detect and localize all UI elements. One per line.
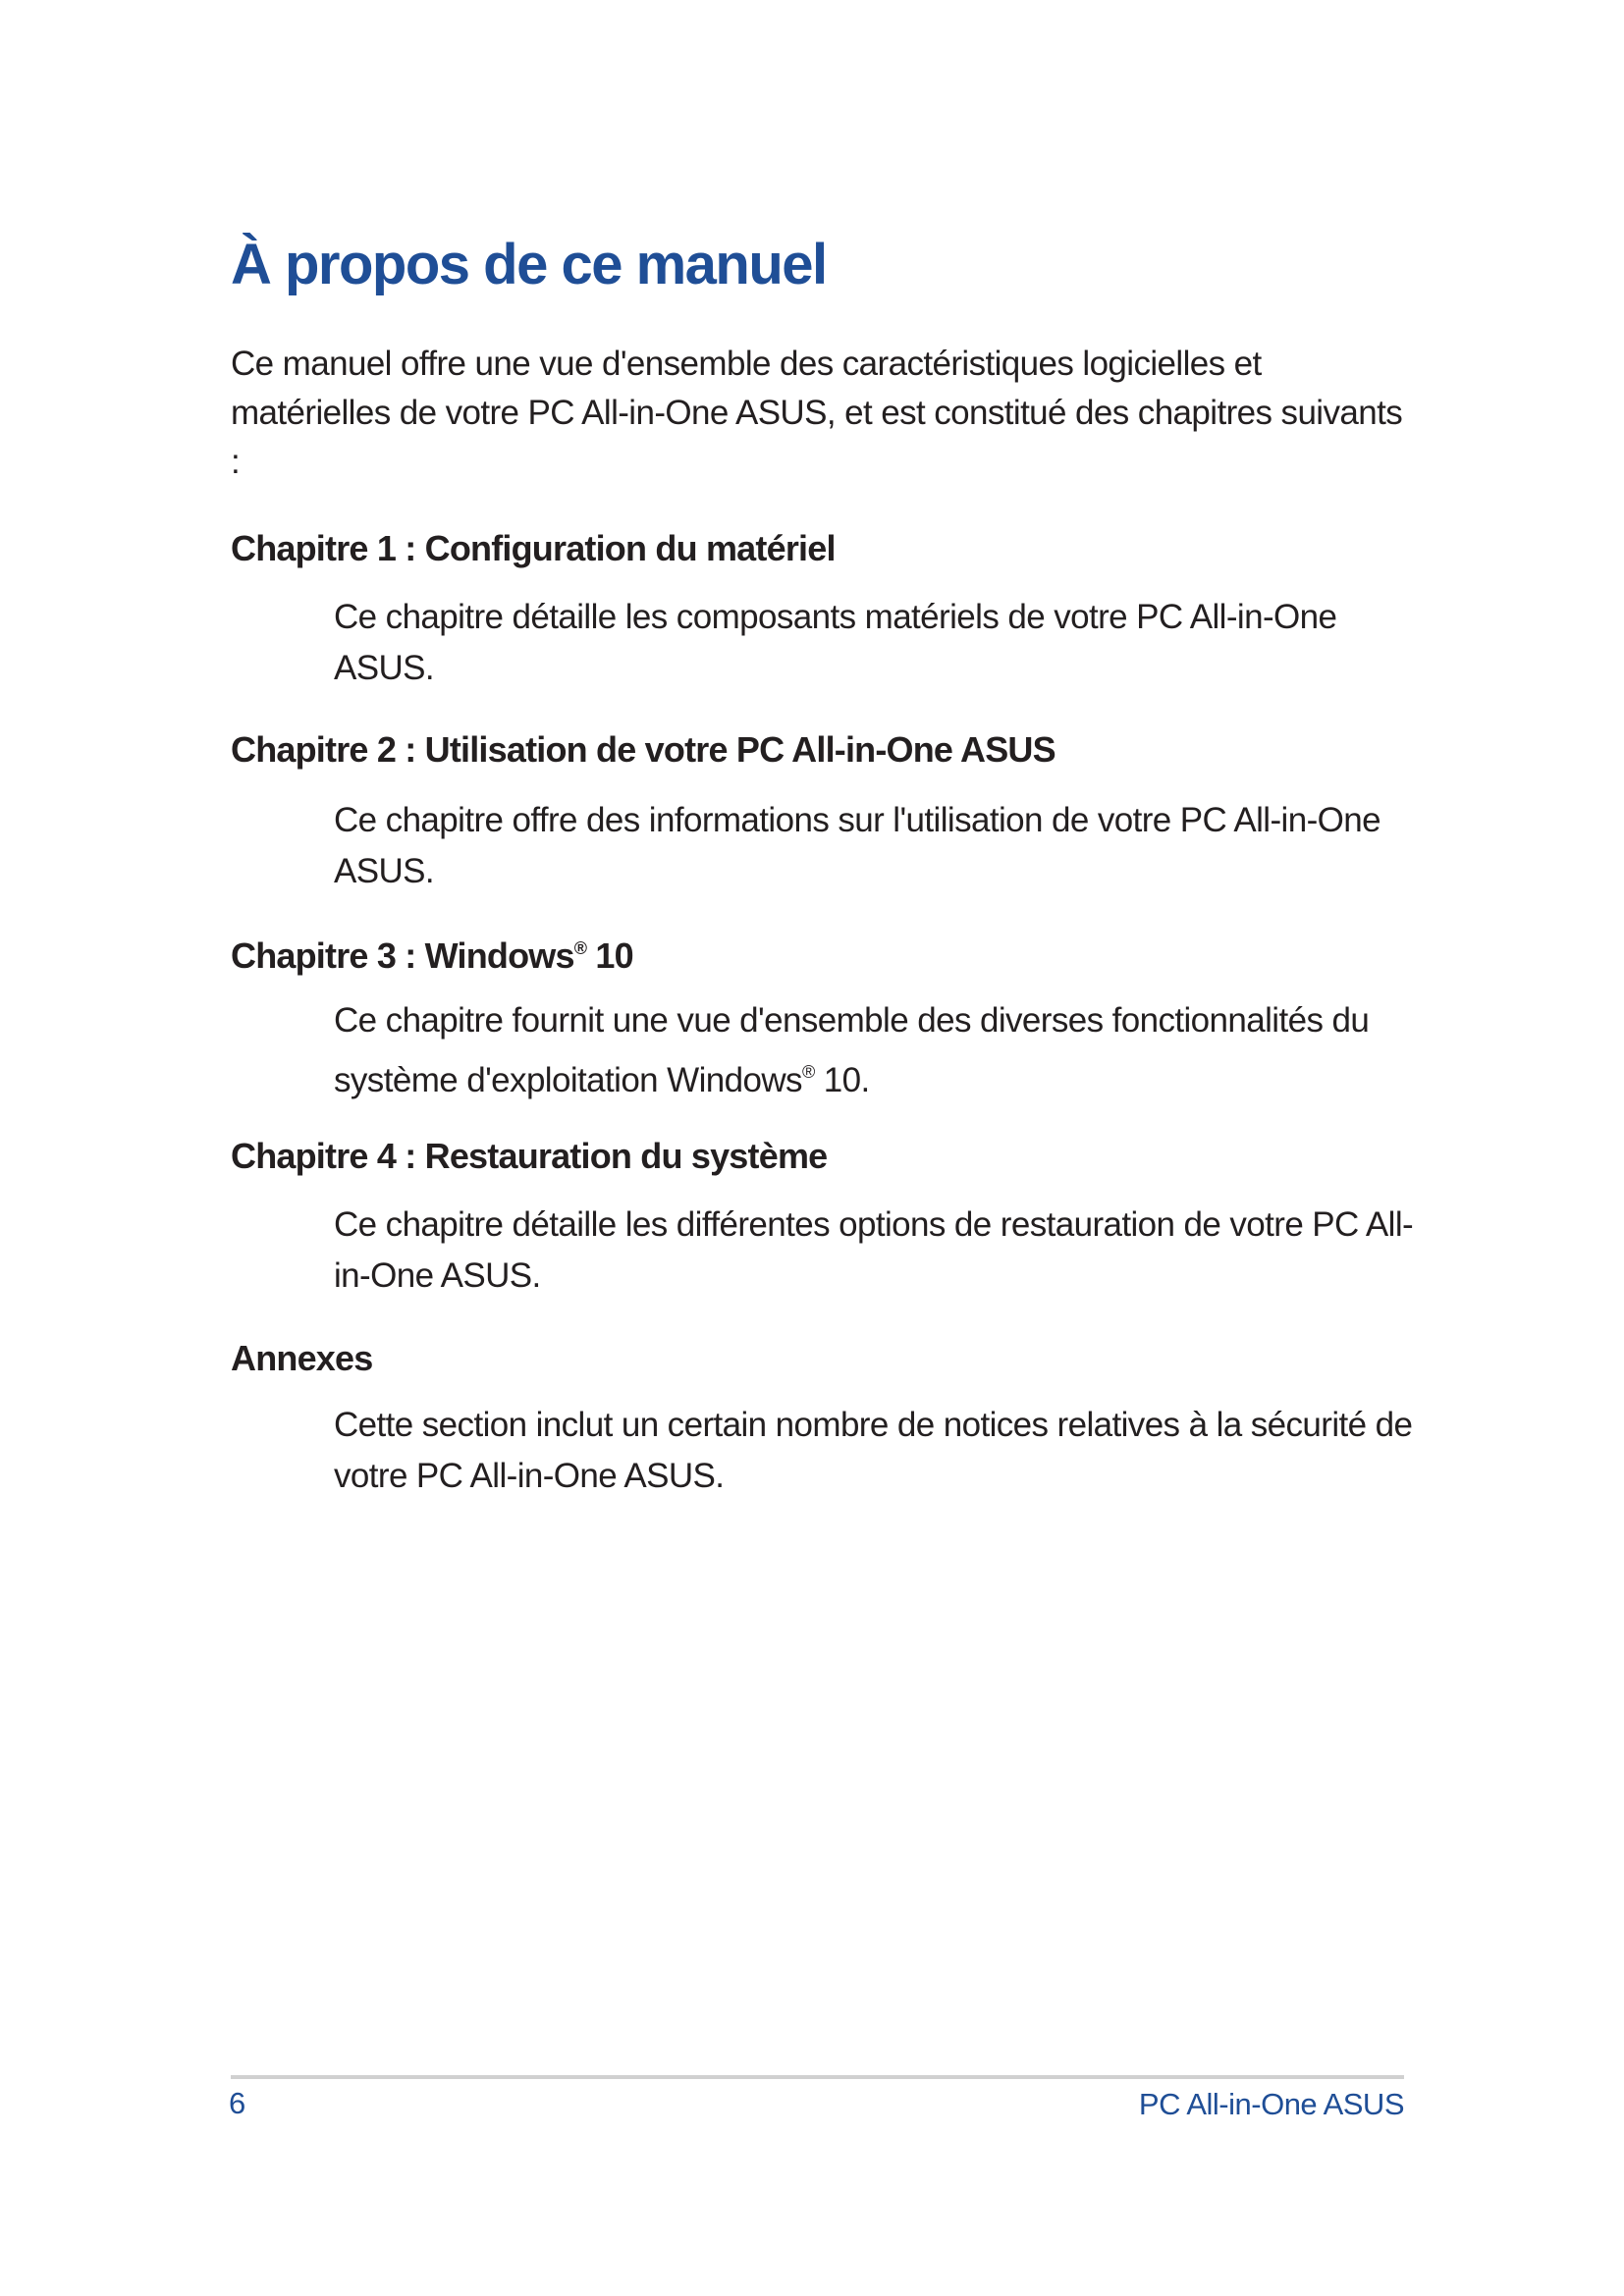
- registered-mark: ®: [573, 938, 587, 958]
- intro-paragraph: Ce manuel offre une vue d'ensemble des caractéristiques logicielles et matérielles de votre PC All-in-One ASUS, et est constitué des chapitres suivants :: [231, 345, 1403, 481]
- footer-divider: [231, 2075, 1404, 2079]
- chapter-3-heading-text: Chapitre 3 : Windows: [231, 935, 574, 976]
- chapter-3-description-version: 10.: [814, 1061, 870, 1099]
- registered-mark: ®: [801, 1062, 815, 1082]
- chapter-2-heading: Chapitre 2 : Utilisation de votre PC All-in-One ASUS: [231, 729, 1056, 770]
- chapter-4-description: Ce chapitre détaille les différentes options de restauration de votre PC All-in-One ASUS.: [334, 1205, 1414, 1295]
- page-number: 6: [229, 2086, 246, 2120]
- footer-title: PC All-in-One ASUS: [1138, 2087, 1404, 2121]
- annexes-description: Cette section inclut un certain nombre de notices relatives à la sécurité de votre PC All-in-One ASUS.: [334, 1406, 1413, 1495]
- chapter-2-description: Ce chapitre offre des informations sur l'utilisation de votre PC All-in-One ASUS.: [334, 801, 1380, 890]
- chapter-1-heading: Chapitre 1 : Configuration du matériel: [231, 528, 836, 568]
- chapter-3-description-text: Ce chapitre fournit une vue d'ensemble des diverses fonctionnalités du système d'exploitation Windows: [334, 1001, 1370, 1099]
- chapter-4-heading: Chapitre 4 : Restauration du système: [231, 1136, 828, 1176]
- page-title: À propos de ce manuel: [231, 233, 827, 296]
- chapter-3-heading: [231, 934, 633, 977]
- annexes-heading: Annexes: [231, 1338, 373, 1378]
- chapter-3-description: [334, 995, 1424, 1106]
- chapter-1-description: Ce chapitre détaille les composants matériels de votre PC All-in-One ASUS.: [334, 598, 1337, 687]
- chapter-3-heading-version: 10: [586, 935, 633, 976]
